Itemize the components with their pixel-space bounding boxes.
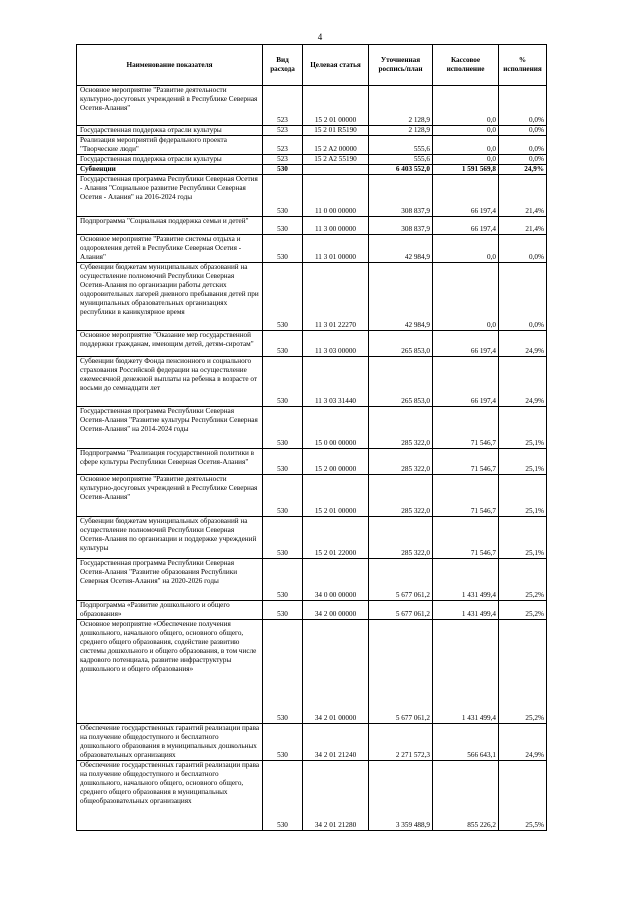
table-row bbox=[77, 217, 547, 235]
table-row bbox=[77, 235, 547, 263]
row-name: Субвенции бюджету Фонда пенсионного и социального страхования Российской федерации на осуществление ежемесячной денежной выплаты на ребенка в возрасте от восьми до семнадцати лет bbox=[77, 357, 263, 407]
row-plan: 5 677 061,2 bbox=[369, 559, 433, 601]
row-pct: 25,1% bbox=[499, 449, 547, 475]
row-plan: 285 322,0 bbox=[369, 449, 433, 475]
row-celevaya: 11 3 03 31440 bbox=[303, 357, 369, 407]
header-name: Наименование показателя bbox=[77, 45, 263, 86]
row-celevaya: 11 3 01 22270 bbox=[303, 263, 369, 331]
row-name: Государственная поддержка отрасли культуры bbox=[77, 155, 263, 165]
row-vid: 530 bbox=[263, 761, 303, 831]
row-celevaya: 15 2 A2 00000 bbox=[303, 136, 369, 155]
header-celevaya: Целевая статья bbox=[303, 45, 369, 86]
table-row bbox=[77, 449, 547, 475]
row-vid: 530 bbox=[263, 724, 303, 761]
row-kassa: 0,0 bbox=[433, 126, 499, 136]
row-plan: 2 128,9 bbox=[369, 126, 433, 136]
row-celevaya: 15 2 A2 55190 bbox=[303, 155, 369, 165]
row-name: Основное мероприятие "Развитие системы отдыха и оздоровления детей в Республике Северная Осетия - Алания" bbox=[77, 235, 263, 263]
table-row bbox=[77, 175, 547, 217]
row-pct: 25,1% bbox=[499, 407, 547, 449]
row-name: Основное мероприятие "Оказание мер государственной поддержки гражданам, имеющим детей, детям-сиротам" bbox=[77, 331, 263, 357]
row-plan: 42 984,9 bbox=[369, 263, 433, 331]
row-vid: 530 bbox=[263, 357, 303, 407]
row-name: Субвенции бюджетам муниципальных образований на осуществление полномочий Республики Северная Осетия-Алания по организации и поддержке учреждений культуры bbox=[77, 517, 263, 559]
table-row bbox=[77, 263, 547, 331]
row-name: Обеспечение государственных гарантий реализации права на получение общедоступного и бесплатного дошкольного, начального общего, основного общего, среднего общего образования в муниципальных общеобразовательных организациях bbox=[77, 761, 263, 831]
row-kassa: 1 431 499,4 bbox=[433, 559, 499, 601]
table-row bbox=[77, 620, 547, 724]
row-vid: 523 bbox=[263, 136, 303, 155]
row-pct: 25,1% bbox=[499, 475, 547, 517]
row-kassa: 66 197,4 bbox=[433, 357, 499, 407]
row-celevaya: 11 0 00 00000 bbox=[303, 175, 369, 217]
budget-table bbox=[76, 44, 547, 831]
row-celevaya: 15 2 01 00000 bbox=[303, 86, 369, 126]
row-kassa: 0,0 bbox=[433, 263, 499, 331]
row-pct: 21,4% bbox=[499, 175, 547, 217]
table-row bbox=[77, 601, 547, 620]
row-pct: 25,2% bbox=[499, 601, 547, 620]
row-plan: 555,6 bbox=[369, 155, 433, 165]
row-kassa: 1 591 569,8 bbox=[433, 165, 499, 175]
row-name: Подпрограмма «Развитие дошкольного и общего образования» bbox=[77, 601, 263, 620]
row-vid: 530 bbox=[263, 263, 303, 331]
row-kassa: 0,0 bbox=[433, 136, 499, 155]
row-celevaya: 11 3 00 00000 bbox=[303, 217, 369, 235]
table-row bbox=[77, 155, 547, 165]
table-row bbox=[77, 331, 547, 357]
row-vid: 523 bbox=[263, 155, 303, 165]
row-vid: 530 bbox=[263, 449, 303, 475]
row-vid: 530 bbox=[263, 331, 303, 357]
row-pct: 0,0% bbox=[499, 263, 547, 331]
header-kassa: Кассовое исполнение bbox=[433, 45, 499, 86]
header-plan: Уточненная роспись/план bbox=[369, 45, 433, 86]
row-name: Государственная программа Республики Северная Осетия-Алания "Развитие культуры Республики Северная Осетия-Алания" на 2014-2024 годы bbox=[77, 407, 263, 449]
row-plan: 308 837,9 bbox=[369, 175, 433, 217]
row-pct: 25,2% bbox=[499, 620, 547, 724]
row-vid: 530 bbox=[263, 407, 303, 449]
row-vid: 530 bbox=[263, 601, 303, 620]
row-kassa: 71 546,7 bbox=[433, 475, 499, 517]
row-vid: 530 bbox=[263, 517, 303, 559]
row-celevaya: 11 3 01 00000 bbox=[303, 235, 369, 263]
row-plan: 555,6 bbox=[369, 136, 433, 155]
row-vid: 530 bbox=[263, 475, 303, 517]
row-name: Подпрограмма "Социальная поддержка семьи и детей" bbox=[77, 217, 263, 235]
row-pct: 24,9% bbox=[499, 331, 547, 357]
row-plan: 5 677 061,2 bbox=[369, 601, 433, 620]
row-plan: 265 853,0 bbox=[369, 331, 433, 357]
row-name: Реализация мероприятий федерального проекта "Творческие люди" bbox=[77, 136, 263, 155]
table-header-row bbox=[77, 45, 547, 86]
row-kassa: 1 431 499,4 bbox=[433, 620, 499, 724]
row-plan: 3 359 488,9 bbox=[369, 761, 433, 831]
table-row bbox=[77, 357, 547, 407]
row-kassa: 1 431 499,4 bbox=[433, 601, 499, 620]
table-row bbox=[77, 126, 547, 136]
row-name: Государственная программа Республики Северная Осетия - Алания "Социальное развитие Республики Северная Осетия - Алания" на 2016-2024 годы bbox=[77, 175, 263, 217]
table-row bbox=[77, 517, 547, 559]
row-pct: 24,9% bbox=[499, 357, 547, 407]
row-vid: 530 bbox=[263, 165, 303, 175]
row-plan: 285 322,0 bbox=[369, 407, 433, 449]
row-plan: 308 837,9 bbox=[369, 217, 433, 235]
row-vid: 530 bbox=[263, 217, 303, 235]
row-celevaya: 34 0 00 00000 bbox=[303, 559, 369, 601]
table-row bbox=[77, 86, 547, 126]
row-kassa: 0,0 bbox=[433, 86, 499, 126]
row-plan: 6 403 552,0 bbox=[369, 165, 433, 175]
row-celevaya: 15 2 01 22000 bbox=[303, 517, 369, 559]
row-celevaya: 15 0 00 00000 bbox=[303, 407, 369, 449]
row-vid: 530 bbox=[263, 620, 303, 724]
row-name: Государственная поддержка отрасли культуры bbox=[77, 126, 263, 136]
row-kassa: 71 546,7 bbox=[433, 517, 499, 559]
row-plan: 2 128,9 bbox=[369, 86, 433, 126]
row-plan: 2 271 572,3 bbox=[369, 724, 433, 761]
page-number: 4 bbox=[317, 32, 323, 42]
row-plan: 42 984,9 bbox=[369, 235, 433, 263]
table-row bbox=[77, 165, 547, 175]
table-row bbox=[77, 559, 547, 601]
row-kassa: 0,0 bbox=[433, 155, 499, 165]
row-celevaya: 34 2 00 00000 bbox=[303, 601, 369, 620]
table-row bbox=[77, 724, 547, 761]
row-name: Основное мероприятие "Развитие деятельности культурно-досуговых учреждений в Республике Северная Осетия-Алания" bbox=[77, 475, 263, 517]
row-plan: 5 677 061,2 bbox=[369, 620, 433, 724]
row-celevaya: 34 2 01 00000 bbox=[303, 620, 369, 724]
row-name: Субвенции бюджетам муниципальных образований на осуществление полномочий Республики Северная Осетия-Алания по организации работы детских оздоровительных лагерей дневного пребывания детей при муниципальных образовательных организациях республики в каникулярное время bbox=[77, 263, 263, 331]
row-pct: 0,0% bbox=[499, 155, 547, 165]
row-name: Подпрограмма "Реализация государственной политики в сфере культуры Республики Северная Осетия-Алания" bbox=[77, 449, 263, 475]
table-row bbox=[77, 407, 547, 449]
row-pct: 25,1% bbox=[499, 517, 547, 559]
row-vid: 530 bbox=[263, 559, 303, 601]
row-name: Государственная программа Республики Северная Осетия-Алания "Развитие образования Республики Северная Осетия-Алания" на 2020-2026 годы bbox=[77, 559, 263, 601]
row-pct: 0,0% bbox=[499, 126, 547, 136]
row-kassa: 71 546,7 bbox=[433, 449, 499, 475]
table-row bbox=[77, 475, 547, 517]
row-plan: 285 322,0 bbox=[369, 517, 433, 559]
row-kassa: 855 226,2 bbox=[433, 761, 499, 831]
row-celevaya: 11 3 03 00000 bbox=[303, 331, 369, 357]
row-celevaya: 34 2 01 21280 bbox=[303, 761, 369, 831]
row-pct: 24,9% bbox=[499, 724, 547, 761]
row-kassa: 0,0 bbox=[433, 235, 499, 263]
header-vid: Вид расхода bbox=[263, 45, 303, 86]
row-celevaya bbox=[303, 165, 369, 175]
row-kassa: 566 643,1 bbox=[433, 724, 499, 761]
row-name: Основное мероприятие «Обеспечение получения дошкольного, начального общего, основного общего, среднего общего образования, содействие развитию системы дошкольного и общего образования, в том числе кадрового потенциала, развитие инфраструктуры дошкольного и общего образования» bbox=[77, 620, 263, 724]
row-celevaya: 15 2 01 00000 bbox=[303, 475, 369, 517]
row-vid: 530 bbox=[263, 175, 303, 217]
row-vid: 523 bbox=[263, 86, 303, 126]
row-kassa: 66 197,4 bbox=[433, 331, 499, 357]
row-name: Основное мероприятие "Развитие деятельности культурно-досуговых учреждений в Республике Северная Осетия-Алания" bbox=[77, 86, 263, 126]
row-vid: 523 bbox=[263, 126, 303, 136]
row-pct: 0,0% bbox=[499, 136, 547, 155]
row-celevaya: 15 2 01 R5190 bbox=[303, 126, 369, 136]
row-plan: 285 322,0 bbox=[369, 475, 433, 517]
row-kassa: 66 197,4 bbox=[433, 217, 499, 235]
row-vid: 530 bbox=[263, 235, 303, 263]
row-plan: 265 853,0 bbox=[369, 357, 433, 407]
row-celevaya: 34 2 01 21240 bbox=[303, 724, 369, 761]
row-kassa: 66 197,4 bbox=[433, 175, 499, 217]
row-kassa: 71 546,7 bbox=[433, 407, 499, 449]
row-pct: 0,0% bbox=[499, 235, 547, 263]
row-pct: 24,9% bbox=[499, 165, 547, 175]
header-pct: % исполнения bbox=[499, 45, 547, 86]
row-pct: 25,2% bbox=[499, 559, 547, 601]
row-name: Субвенции bbox=[77, 165, 263, 175]
row-pct: 0,0% bbox=[499, 86, 547, 126]
row-pct: 25,5% bbox=[499, 761, 547, 831]
table-row bbox=[77, 761, 547, 831]
row-celevaya: 15 2 00 00000 bbox=[303, 449, 369, 475]
row-pct: 21,4% bbox=[499, 217, 547, 235]
row-name: Обеспечение государственных гарантий реализации права на получение общедоступного и бесплатного дошкольного образования в муниципальных дошкольных образовательных организациях bbox=[77, 724, 263, 761]
table-row bbox=[77, 136, 547, 155]
